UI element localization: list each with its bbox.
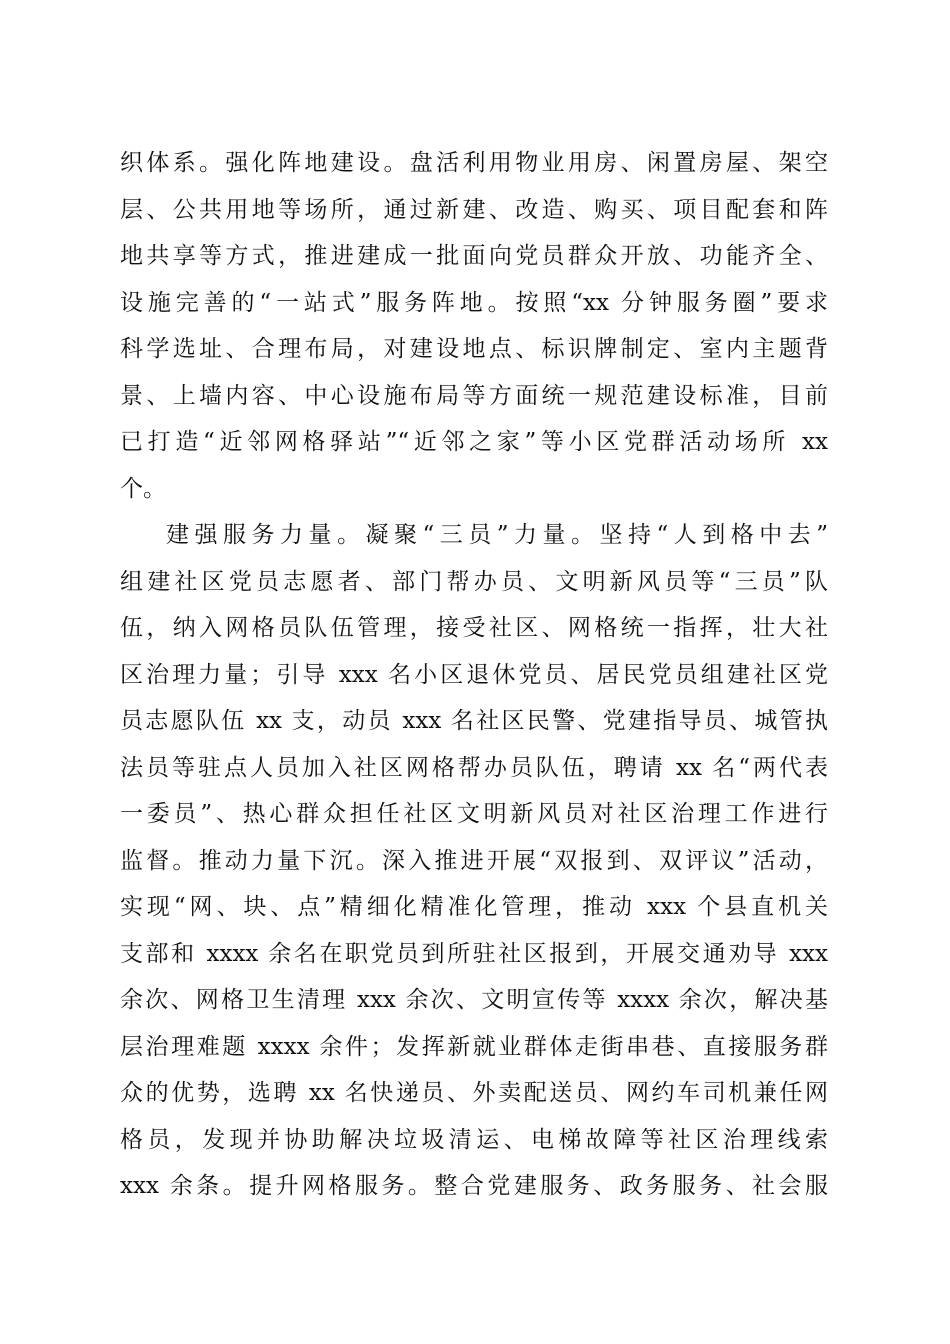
paragraph-2 (120, 512, 828, 1210)
text-line: 员志愿队伍 xx 支，动员 xxx 名社区民警、党建指导员、城管执 (120, 708, 828, 734)
text-line: 已打造“近邻网格驿站”“近邻之家”等小区党群活动场所 xx (120, 429, 828, 455)
text-line: 余次、网格卫生清理 xxx 余次、文明宣传等 xxxx 余次，解决基 (120, 987, 828, 1013)
text-line: 科学选址、合理布局，对建设地点、标识牌制定、室内主题背 (120, 336, 828, 362)
text-line: 组建社区党员志愿者、部门帮办员、文明新风员等“三员”队 (120, 568, 828, 595)
text-line: 区治理力量；引导 xxx 名小区退休党员、居民党员组建社区党 (120, 661, 828, 688)
text-line: 建强服务力量。凝聚“三员”力量。坚持“人到格中去” (166, 522, 828, 548)
text-line: 织体系。强化阵地建设。盘活利用物业用房、闲置房屋、架空 (120, 150, 828, 176)
text-line: 层治理难题 xxxx 余件；发挥新就业群体走街串巷、直接服务群 (120, 1033, 828, 1060)
text-line: 监督。推动力量下沉。深入推进开展“双报到、双评议”活动， (120, 847, 828, 874)
text-line: 景、上墙内容、中心设施布局等方面统一规范建设标准，目前 (120, 382, 828, 409)
text-line: 众的优势，选聘 xx 名快递员、外卖配送员、网约车司机兼任网 (120, 1080, 828, 1106)
text-line: 一委员”、热心群众担任社区文明新风员对社区治理工作进行 (120, 801, 828, 827)
text-line: 层、公共用地等场所，通过新建、改造、购买、项目配套和阵 (120, 196, 828, 223)
text-line: 伍，纳入网格员队伍管理，接受社区、网格统一指挥，壮大社 (120, 615, 828, 641)
text-line: 地共享等方式，推进建成一批面向党员群众开放、功能齐全、 (120, 243, 828, 269)
text-line: 支部和 xxxx 余名在职党员到所驻社区报到，开展交通劝导 xxx (120, 940, 828, 967)
text-line: 个。 (120, 475, 166, 502)
text-line: 法员等驻点人员加入社区网格帮办员队伍，聘请 xx 名“两代表 (120, 754, 828, 781)
document-body (120, 140, 828, 1210)
paragraph-1 (120, 140, 828, 512)
text-line: 设施完善的“一站式”服务阵地。按照“xx 分钟服务圈”要求 (120, 289, 828, 316)
text-line: xxx 余条。提升网格服务。整合党建服务、政务服务、社会服 (120, 1173, 828, 1199)
text-line: 格员，发现并协助解决垃圾清运、电梯故障等社区治理线索 (120, 1126, 828, 1153)
text-line: 实现“网、块、点”精细化精准化管理，推动 xxx 个县直机关 (120, 894, 828, 920)
